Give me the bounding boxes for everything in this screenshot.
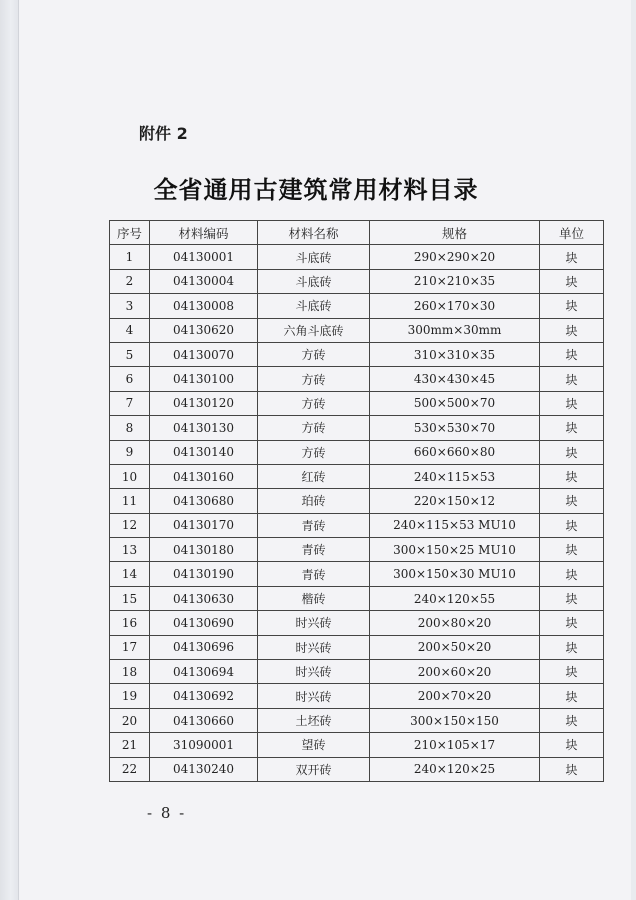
table-row	[110, 416, 604, 440]
table-row	[110, 245, 604, 269]
cell-material-name: 时兴砖	[258, 635, 370, 659]
cell-specification: 240×120×25	[370, 757, 540, 781]
table-row	[110, 489, 604, 513]
cell-index: 17	[110, 635, 150, 659]
cell-material-code: 31090001	[150, 733, 258, 757]
cell-unit: 块	[540, 660, 604, 684]
cell-material-code: 04130692	[150, 684, 258, 708]
cell-index: 1	[110, 245, 150, 269]
cell-specification: 430×430×45	[370, 367, 540, 391]
cell-unit: 块	[540, 269, 604, 293]
cell-material-name: 斗底砖	[258, 269, 370, 293]
document-title: 全省通用古建筑常用材料目录	[153, 175, 479, 204]
cell-unit: 块	[540, 294, 604, 318]
table-row	[110, 464, 604, 488]
cell-index: 19	[110, 684, 150, 708]
header-material-name: 材料名称	[258, 221, 370, 245]
cell-material-code: 04130660	[150, 708, 258, 732]
cell-material-code: 04130001	[150, 245, 258, 269]
cell-specification: 310×310×35	[370, 342, 540, 366]
cell-unit: 块	[540, 245, 604, 269]
table-row	[110, 294, 604, 318]
cell-index: 16	[110, 611, 150, 635]
cell-index: 6	[110, 367, 150, 391]
cell-specification: 300×150×30 MU10	[370, 562, 540, 586]
cell-index: 9	[110, 440, 150, 464]
cell-specification: 290×290×20	[370, 245, 540, 269]
cell-specification: 240×120×55	[370, 586, 540, 610]
cell-material-code: 04130190	[150, 562, 258, 586]
cell-specification: 200×80×20	[370, 611, 540, 635]
cell-unit: 块	[540, 635, 604, 659]
cell-material-code: 04130008	[150, 294, 258, 318]
cell-unit: 块	[540, 367, 604, 391]
cell-material-code: 04130620	[150, 318, 258, 342]
table-row	[110, 708, 604, 732]
table-row	[110, 367, 604, 391]
cell-material-code: 04130180	[150, 538, 258, 562]
cell-specification: 240×115×53	[370, 464, 540, 488]
cell-specification: 220×150×12	[370, 489, 540, 513]
cell-material-code: 04130240	[150, 757, 258, 781]
cell-material-code: 04130070	[150, 342, 258, 366]
table-row	[110, 538, 604, 562]
table-row	[110, 318, 604, 342]
table-row	[110, 635, 604, 659]
cell-material-name: 方砖	[258, 391, 370, 415]
cell-unit: 块	[540, 513, 604, 537]
cell-unit: 块	[540, 391, 604, 415]
cell-material-name: 青砖	[258, 513, 370, 537]
cell-unit: 块	[540, 489, 604, 513]
cell-unit: 块	[540, 684, 604, 708]
cell-material-name: 双开砖	[258, 757, 370, 781]
page-edge-strip	[0, 0, 18, 900]
cell-material-code: 04130140	[150, 440, 258, 464]
cell-unit: 块	[540, 757, 604, 781]
table-row	[110, 684, 604, 708]
attachment-label: 附件 2	[139, 124, 188, 143]
header-specification: 规格	[370, 221, 540, 245]
cell-unit: 块	[540, 586, 604, 610]
table-row	[110, 757, 604, 781]
cell-unit: 块	[540, 708, 604, 732]
cell-material-name: 望砖	[258, 733, 370, 757]
cell-unit: 块	[540, 318, 604, 342]
cell-material-code: 04130696	[150, 635, 258, 659]
cell-index: 7	[110, 391, 150, 415]
cell-material-code: 04130160	[150, 464, 258, 488]
cell-material-name: 方砖	[258, 416, 370, 440]
cell-material-code: 04130680	[150, 489, 258, 513]
cell-material-name: 土坯砖	[258, 708, 370, 732]
cell-index: 12	[110, 513, 150, 537]
header-unit: 单位	[540, 221, 604, 245]
cell-specification: 260×170×30	[370, 294, 540, 318]
cell-index: 22	[110, 757, 150, 781]
table-row	[110, 269, 604, 293]
table-header-row	[110, 221, 604, 245]
cell-index: 8	[110, 416, 150, 440]
cell-material-name: 方砖	[258, 342, 370, 366]
cell-unit: 块	[540, 464, 604, 488]
cell-material-code: 04130130	[150, 416, 258, 440]
cell-index: 3	[110, 294, 150, 318]
cell-material-name: 斗底砖	[258, 245, 370, 269]
cell-specification: 300×150×150	[370, 708, 540, 732]
cell-index: 2	[110, 269, 150, 293]
cell-material-name: 方砖	[258, 440, 370, 464]
table-row	[110, 440, 604, 464]
cell-material-code: 04130630	[150, 586, 258, 610]
cell-material-code: 04130170	[150, 513, 258, 537]
table-row	[110, 342, 604, 366]
cell-unit: 块	[540, 538, 604, 562]
cell-specification: 530×530×70	[370, 416, 540, 440]
cell-index: 10	[110, 464, 150, 488]
table-row	[110, 586, 604, 610]
table-row	[110, 513, 604, 537]
cell-material-code: 04130004	[150, 269, 258, 293]
cell-material-name: 红砖	[258, 464, 370, 488]
materials-table	[109, 220, 604, 782]
cell-material-name: 珀砖	[258, 489, 370, 513]
cell-material-name: 六角斗底砖	[258, 318, 370, 342]
cell-material-name: 青砖	[258, 538, 370, 562]
header-material-code: 材料编码	[150, 221, 258, 245]
header-index: 序号	[110, 221, 150, 245]
cell-material-name: 时兴砖	[258, 660, 370, 684]
cell-material-name: 斗底砖	[258, 294, 370, 318]
table-row	[110, 733, 604, 757]
cell-specification: 500×500×70	[370, 391, 540, 415]
cell-index: 4	[110, 318, 150, 342]
cell-material-name: 青砖	[258, 562, 370, 586]
cell-material-name: 时兴砖	[258, 611, 370, 635]
cell-unit: 块	[540, 440, 604, 464]
table-row	[110, 391, 604, 415]
cell-index: 5	[110, 342, 150, 366]
cell-index: 21	[110, 733, 150, 757]
cell-index: 11	[110, 489, 150, 513]
cell-material-name: 时兴砖	[258, 684, 370, 708]
cell-material-code: 04130120	[150, 391, 258, 415]
cell-specification: 210×210×35	[370, 269, 540, 293]
cell-specification: 660×660×80	[370, 440, 540, 464]
cell-index: 15	[110, 586, 150, 610]
cell-index: 13	[110, 538, 150, 562]
table-row	[110, 562, 604, 586]
table-row	[110, 611, 604, 635]
cell-unit: 块	[540, 562, 604, 586]
cell-unit: 块	[540, 733, 604, 757]
cell-specification: 240×115×53 MU10	[370, 513, 540, 537]
cell-specification: 210×105×17	[370, 733, 540, 757]
cell-unit: 块	[540, 342, 604, 366]
cell-index: 14	[110, 562, 150, 586]
cell-material-code: 04130100	[150, 367, 258, 391]
cell-specification: 200×60×20	[370, 660, 540, 684]
cell-material-name: 楷砖	[258, 586, 370, 610]
cell-unit: 块	[540, 611, 604, 635]
cell-specification: 300×150×25 MU10	[370, 538, 540, 562]
page-number: - 8 -	[147, 804, 187, 822]
cell-unit: 块	[540, 416, 604, 440]
cell-material-name: 方砖	[258, 367, 370, 391]
cell-specification: 200×50×20	[370, 635, 540, 659]
cell-material-code: 04130694	[150, 660, 258, 684]
cell-index: 20	[110, 708, 150, 732]
cell-specification: 300mm×30mm	[370, 318, 540, 342]
cell-index: 18	[110, 660, 150, 684]
table-row	[110, 660, 604, 684]
cell-specification: 200×70×20	[370, 684, 540, 708]
cell-material-code: 04130690	[150, 611, 258, 635]
